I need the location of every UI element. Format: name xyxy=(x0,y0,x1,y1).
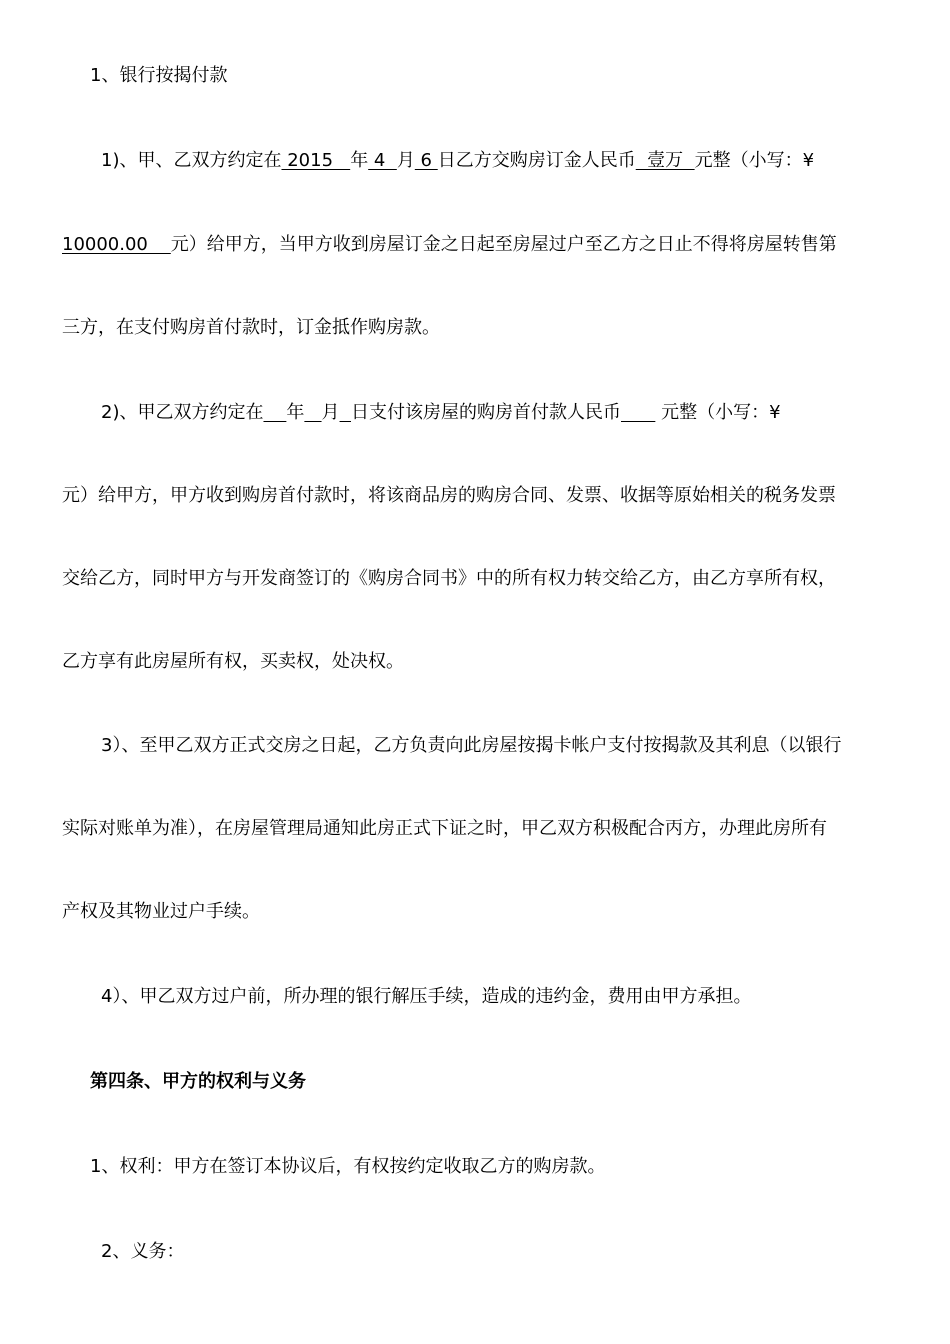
paragraph-3-line-3: 产权及其物业过户手续。 xyxy=(62,901,260,922)
p1-text-6: 元）给甲方，当甲方收到房屋订金之日起至房屋过户至乙方之日止不得将房屋转售第 xyxy=(170,234,837,255)
paragraph-1-line-2 xyxy=(62,233,898,257)
paragraph-2-line-3: 交给乙方，同时甲方与开发商签订的《购房合同书》中的所有权力转交给乙方，由乙方享所有权， xyxy=(62,568,836,589)
rights-clause: 1、权利：甲方在签订本协议后，有权按约定收取乙方的购房款。 xyxy=(90,1156,606,1177)
paragraph-1-line-1 xyxy=(101,149,898,173)
paragraph-3-line-1: 3）、至甲乙双方正式交房之日起，乙方负责向此房屋按揭卡帐户支付按揭款及其利息（以银行 xyxy=(101,735,842,756)
p2-year-field xyxy=(263,402,286,423)
p1-text-2: 年 xyxy=(350,150,369,171)
p2-text-3: 月 xyxy=(321,402,340,423)
paragraph-2-line-2: 元）给甲方，甲方收到购房首付款时，将该商品房的购房合同、发票、收据等原始相关的税务发票 xyxy=(62,485,836,506)
duties-clause: 2、义务： xyxy=(101,1241,185,1262)
p1-year-field: 2015 xyxy=(281,150,351,171)
paragraph-3-line-2: 实际对账单为准），在房屋管理局通知此房正式下证之时，甲乙双方积极配合丙方，办理此房所有 xyxy=(62,818,827,839)
article-4-heading: 第四条、甲方的权利与义务 xyxy=(90,1071,306,1092)
p2-text-1: 2)、甲乙双方约定在 xyxy=(101,402,264,423)
p1-month-field: 4 xyxy=(368,150,397,171)
p1-day-field: 6 xyxy=(414,150,438,171)
p2-day-field xyxy=(340,402,351,423)
p1-text-3: 月 xyxy=(396,150,415,171)
paragraph-1-line-3: 三方，在支付购房首付款时，订金抵作购房款。 xyxy=(62,317,440,338)
paragraph-4-line-1: 4）、甲乙双方过户前，所办理的银行解压手续，造成的违约金，费用由甲方承担。 xyxy=(101,986,752,1007)
paragraph-2-line-4: 乙方享有此房屋所有权，买卖权，处决权。 xyxy=(62,651,404,672)
p1-text-5: 元整（小写：¥ xyxy=(694,150,815,171)
p1-text-4: 日乙方交购房订金人民币 xyxy=(437,150,636,171)
p1-text-1: 1)、甲、乙双方约定在 xyxy=(101,150,282,171)
item-1-heading: 1、银行按揭付款 xyxy=(90,65,228,86)
p2-text-4: 日支付该房屋的购房首付款人民币 xyxy=(351,402,621,423)
p2-amount-upper-field xyxy=(621,402,655,423)
p2-month-field xyxy=(304,402,321,423)
p2-text-5: 元整（小写：¥ xyxy=(655,402,781,423)
p2-text-2: 年 xyxy=(286,402,305,423)
paragraph-2-line-1 xyxy=(101,401,898,425)
p1-amount-lower-field: 10000.00 xyxy=(62,234,171,255)
p1-amount-upper-field: 壹万 xyxy=(635,150,695,171)
